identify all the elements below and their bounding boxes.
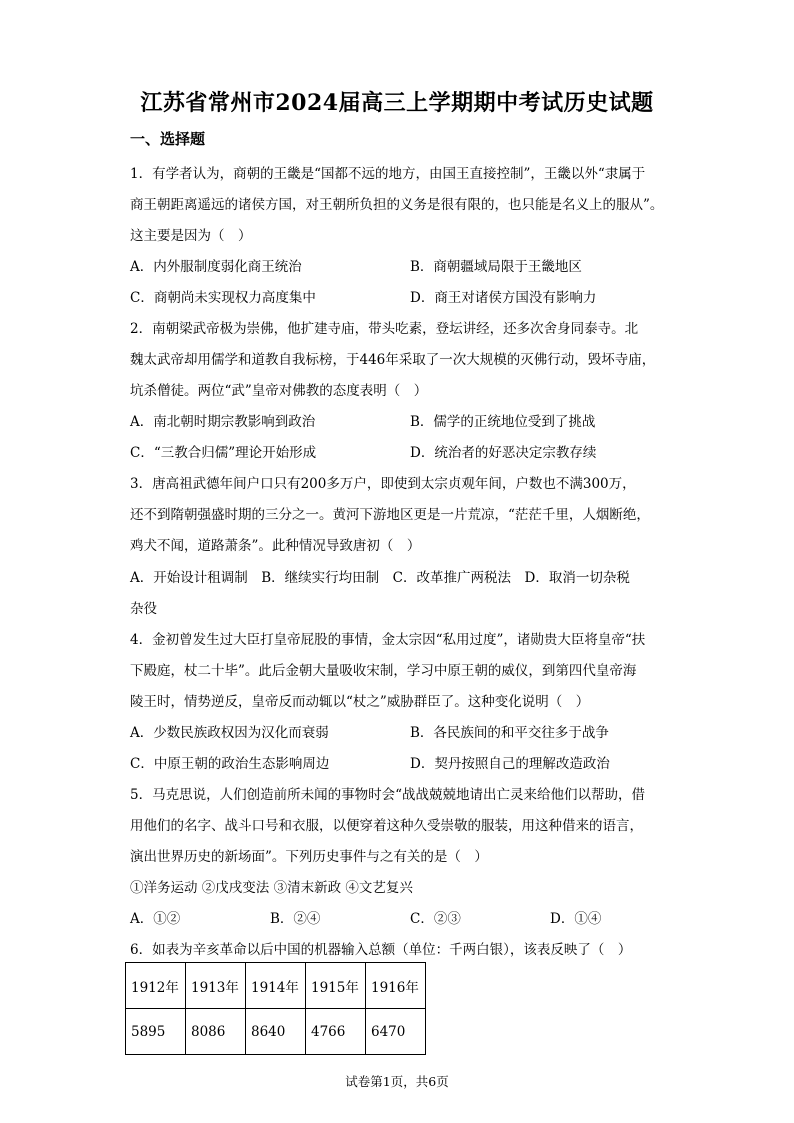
question-4-line-2: 下殿庭，杖二十毕”。此后金朝大量吸收宋制，学习中原王朝的威仪，到第四代皇帝海: [130, 663, 637, 679]
machinery-import-table: [125, 962, 426, 1055]
question-3-line-3: 鸡犬不闻，道路萧条”。此种情况导致唐初（ ）: [130, 538, 421, 554]
question-1-line-3: 这主要是因为（ ）: [130, 228, 252, 244]
question-5-option-c: C．②③: [410, 911, 461, 927]
table-cell: 6470: [366, 1009, 426, 1055]
table-cell: 4766: [306, 1009, 366, 1055]
table-header-row: [126, 963, 426, 1009]
table-cell: 5895: [126, 1009, 186, 1055]
question-3-line-2: 还不到隋朝强盛时期的三分之一。黄河下游地区更是一片荒凉，“茫茫千里，人烟断绝，: [130, 507, 650, 523]
question-4-option-d: D．契丹按照自己的理解改造政治: [410, 756, 610, 772]
section-heading: 一、选择题: [130, 130, 206, 148]
question-5-option-d: D．①④: [550, 911, 602, 927]
question-5-line-3: 演出世界历史的新场面”。下列历史事件与之有关的是（ ）: [130, 849, 488, 865]
question-3-options: A．开始设计租调制 B．继续实行均田制 C．改革推广两税法 D．取消一切杂税: [130, 570, 630, 586]
question-4-line-3: 陵王时，情势逆反，皇帝反而动辄以“杖之”威胁群臣了。这种变化说明（ ）: [130, 694, 590, 710]
question-1-option-c: C．商朝尚未实现权力高度集中: [130, 290, 316, 306]
question-1-option-d: D．商王对诸侯方国没有影响力: [410, 290, 597, 306]
table-cell: 8086: [186, 1009, 246, 1055]
table-header-cell: 1914年: [246, 963, 306, 1009]
question-2-option-d: D．统治者的好恶决定宗教存续: [410, 445, 597, 461]
table-header-cell: 1916年: [366, 963, 426, 1009]
question-4-line-1: 4．金初曾发生过大臣打皇帝屁股的事情，金太宗因“私用过度”，诸勋贵大臣将皇帝“扶: [130, 632, 646, 648]
table-header-cell: 1913年: [186, 963, 246, 1009]
question-1-line-1: 1．有学者认为，商朝的王畿是“国都不远的地方，由国王直接控制”，王畿以外“隶属于: [130, 166, 646, 182]
table-cell: 8640: [246, 1009, 306, 1055]
question-2-line-3: 坑杀僧徒。两位“武”皇帝对佛教的态度表明（ ）: [130, 383, 428, 399]
question-3-options-wrap: 杂役: [130, 601, 157, 617]
question-4-option-a: A．少数民族政权因为汉化而衰弱: [130, 725, 329, 741]
table-row: [126, 1009, 426, 1055]
table-header-cell: 1912年: [126, 963, 186, 1009]
table-header-cell: 1915年: [306, 963, 366, 1009]
question-5-line-1: 5．马克思说，人们创造前所未闻的事物时会“战战兢兢地请出亡灵来给他们以帮助，借: [130, 787, 645, 803]
question-2-option-c: C．“三教合归儒”理论开始形成: [130, 445, 317, 461]
question-2-option-b: B．儒学的正统地位受到了挑战: [410, 414, 596, 430]
page-title: 江苏省常州市2024届高三上学期期中考试历史试题: [140, 90, 654, 116]
question-5-option-b: B．②④: [270, 911, 321, 927]
question-5-line-2: 用他们的名字、战斗口号和衣服，以便穿着这种久受崇敬的服装，用这种借来的语言，: [130, 818, 643, 834]
question-5-line-4: ①洋务运动 ②戊戌变法 ③清末新政 ④文艺复兴: [130, 880, 413, 896]
question-1-option-b: B．商朝疆域局限于王畿地区: [410, 259, 582, 275]
question-5-option-a: A．①②: [130, 911, 181, 927]
question-1-option-a: A．内外服制度弱化商王统治: [130, 259, 302, 275]
question-3-line-1: 3．唐高祖武德年间户口只有200多万户，即使到太宗贞观年间，户数也不满300万，: [130, 476, 636, 492]
question-6-line-1: 6．如表为辛亥革命以后中国的机器输入总额（单位：千两白银），该表反映了（ ）: [130, 942, 632, 958]
question-2-line-1: 2．南朝梁武帝极为崇佛，他扩建寺庙，带头吃素，登坛讲经，还多次舍身同泰寺。北: [130, 321, 639, 337]
question-1-line-2: 商王朝距离遥远的诸侯方国，对王朝所负担的义务是很有限的，也只能是名义上的服从”。: [130, 197, 664, 213]
question-4-option-c: C．中原王朝的政治生态影响周边: [130, 756, 330, 772]
question-2-option-a: A．南北朝时期宗教影响到政治: [130, 414, 316, 430]
page-footer: 试卷第1页，共6页: [345, 1074, 449, 1089]
question-4-option-b: B．各民族间的和平交往多于战争: [410, 725, 609, 741]
question-2-line-2: 魏太武帝却用儒学和道教自我标榜，于446年采取了一次大规模的灭佛行动，毁坏寺庙，: [130, 352, 656, 368]
